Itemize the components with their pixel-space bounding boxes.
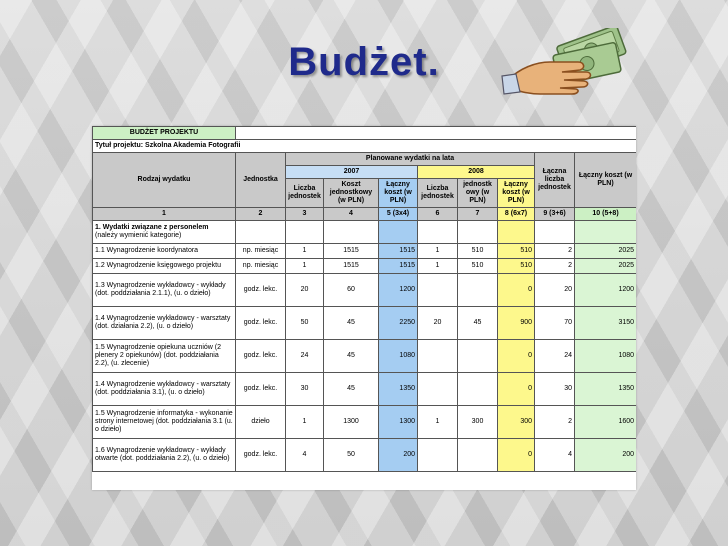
cell-k2 (458, 373, 498, 406)
col-num: 10 (5+8) (575, 208, 637, 221)
table-row (93, 406, 637, 439)
slide-title: Budżet. (288, 40, 440, 84)
header-planowane: Planowane wydatki na lata (286, 153, 535, 166)
header-2007: 2007 (286, 166, 418, 179)
col-num: 3 (286, 208, 324, 221)
cell-k1: 45 (324, 373, 379, 406)
cell-k2: 300 (458, 406, 498, 439)
table-row (93, 307, 637, 340)
header-laczny-2008: Łączny koszt (w PLN) (498, 179, 535, 208)
cell-k2 (458, 274, 498, 307)
cell-l2 (418, 274, 458, 307)
cell-l1: 30 (286, 373, 324, 406)
table-row (93, 274, 637, 307)
cell-l2 (418, 340, 458, 373)
table-row (93, 259, 637, 274)
header-laczny-2007: Łączny koszt (w PLN) (379, 179, 418, 208)
cell-unit: godz. lekc. (236, 373, 286, 406)
cell-t1: 1515 (379, 244, 418, 259)
project-title: Tytuł projektu: Szkolna Akademia Fotografii (93, 140, 637, 153)
cell-l2: 1 (418, 244, 458, 259)
cell-unit: godz. lekc. (236, 340, 286, 373)
cell-lsum: 20 (535, 274, 575, 307)
cell-k1: 45 (324, 307, 379, 340)
cell-t2: 510 (498, 244, 535, 259)
cell-lsum: 24 (535, 340, 575, 373)
cell-unit: godz. lekc. (236, 307, 286, 340)
cell-t1: 1300 (379, 406, 418, 439)
cell-desc: 1.4 Wynagrodzenie wykładowcy - warsztaty (dot. działania 2.2), (u. o dzieło) (93, 307, 236, 340)
cell-l1: 20 (286, 274, 324, 307)
cell-tsum: 1350 (575, 373, 637, 406)
cell-tsum: 2025 (575, 244, 637, 259)
cell-t2: 0 (498, 274, 535, 307)
cell-k1: 45 (324, 340, 379, 373)
cell-k2: 510 (458, 259, 498, 274)
cell-t1: 200 (379, 439, 418, 472)
cell-t2: 0 (498, 373, 535, 406)
cell-tsum: 3150 (575, 307, 637, 340)
cell-lsum: 2 (535, 244, 575, 259)
cell-tsum: 200 (575, 439, 637, 472)
cell-k2 (458, 340, 498, 373)
cell-k2 (458, 439, 498, 472)
cell-t1: 2250 (379, 307, 418, 340)
cell-k1: 50 (324, 439, 379, 472)
cell-lsum: 70 (535, 307, 575, 340)
cell-desc: 1.6 Wynagrodzenie wykładowcy - wykłady otwarte (dot. poddziałania 2.2), (u. o dzieło) (93, 439, 236, 472)
cell-desc: 1.3 Wynagrodzenie wykładowcy - wykłady (dot. poddziałania 2.1.1), (u. o dzieło) (93, 274, 236, 307)
col-num: 2 (236, 208, 286, 221)
cell-unit: godz. lekc. (236, 439, 286, 472)
table-row (93, 340, 637, 373)
section-heading: 1. Wydatki związane z personelem (należy wymienić kategorie) (93, 221, 236, 244)
cell-l1: 1 (286, 259, 324, 274)
cell-unit: np. miesiąc (236, 244, 286, 259)
cell-l1: 50 (286, 307, 324, 340)
table-row (93, 244, 637, 259)
cell-t1: 1200 (379, 274, 418, 307)
header-liczba-2007: Liczba jednostek (286, 179, 324, 208)
cell-l2: 20 (418, 307, 458, 340)
cell-l2: 1 (418, 406, 458, 439)
table-row (93, 439, 637, 472)
cell-t2: 300 (498, 406, 535, 439)
col-num: 6 (418, 208, 458, 221)
cell-k2: 510 (458, 244, 498, 259)
cell-l1: 1 (286, 244, 324, 259)
cell-l2 (418, 439, 458, 472)
col-num: 7 (458, 208, 498, 221)
cell-desc: 1.5 Wynagrodzenie opiekuna uczniów (2 plenery 2 opiekunów) (dot. poddziałania 2.2), (u. zlecenie) (93, 340, 236, 373)
col-num: 5 (3x4) (379, 208, 418, 221)
cell-desc: 1.4 Wynagrodzenie wykładowcy - warsztaty (dot. poddziałania 3.1), (u. o dzieło) (93, 373, 236, 406)
cell-lsum: 2 (535, 259, 575, 274)
cell-unit: dzieło (236, 406, 286, 439)
cell-tsum: 1200 (575, 274, 637, 307)
cell-k2: 45 (458, 307, 498, 340)
header-rodzaj: Rodzaj wydatku (93, 153, 236, 208)
cell-lsum: 4 (535, 439, 575, 472)
header-2008: 2008 (418, 166, 535, 179)
hand-with-money-icon (500, 28, 640, 98)
cell-l1: 1 (286, 406, 324, 439)
header-laczny-koszt: Łączny koszt (w PLN) (575, 153, 637, 208)
cell-t2: 0 (498, 340, 535, 373)
cell-lsum: 2 (535, 406, 575, 439)
cell-tsum: 2025 (575, 259, 637, 274)
header-liczba-2008: Liczba jednostek (418, 179, 458, 208)
table-row (93, 373, 637, 406)
cell-t2: 0 (498, 439, 535, 472)
header-laczna-liczba: Łączna liczba jednostek (535, 153, 575, 208)
header-koszt-2007: Koszt jednostkowy (w PLN) (324, 179, 379, 208)
cell-unit: np. miesiąc (236, 259, 286, 274)
cell-k1: 60 (324, 274, 379, 307)
cell-desc: 1.1 Wynagrodzenie koordynatora (93, 244, 236, 259)
cell-unit: godz. lekc. (236, 274, 286, 307)
col-num: 4 (324, 208, 379, 221)
col-num: 8 (6x7) (498, 208, 535, 221)
cell-t1: 1515 (379, 259, 418, 274)
cell-t2: 900 (498, 307, 535, 340)
budget-spreadsheet (92, 126, 636, 490)
cell-l1: 24 (286, 340, 324, 373)
cell-desc: 1.5 Wynagrodzenie informatyka - wykonanie strony internetowej (dot. poddziałania 3.1 (u. o dzieło) (93, 406, 236, 439)
cell-tsum: 1080 (575, 340, 637, 373)
cell-lsum: 30 (535, 373, 575, 406)
cell-t2: 510 (498, 259, 535, 274)
header-koszt-2008: jednostk owy (w PLN) (458, 179, 498, 208)
cell-l1: 4 (286, 439, 324, 472)
cell-t1: 1080 (379, 340, 418, 373)
cell-k1: 1515 (324, 244, 379, 259)
col-num: 9 (3+6) (535, 208, 575, 221)
cell-k1: 1515 (324, 259, 379, 274)
cell-t1: 1350 (379, 373, 418, 406)
cell-tsum: 1600 (575, 406, 637, 439)
cell-k1: 1300 (324, 406, 379, 439)
col-num: 1 (93, 208, 236, 221)
header-jednostka: Jednostka (236, 153, 286, 208)
cell-l2 (418, 373, 458, 406)
project-label: BUDŻET PROJEKTU (93, 127, 236, 140)
cell-desc: 1.2 Wynagrodzenie księgowego projektu (93, 259, 236, 274)
cell-l2: 1 (418, 259, 458, 274)
